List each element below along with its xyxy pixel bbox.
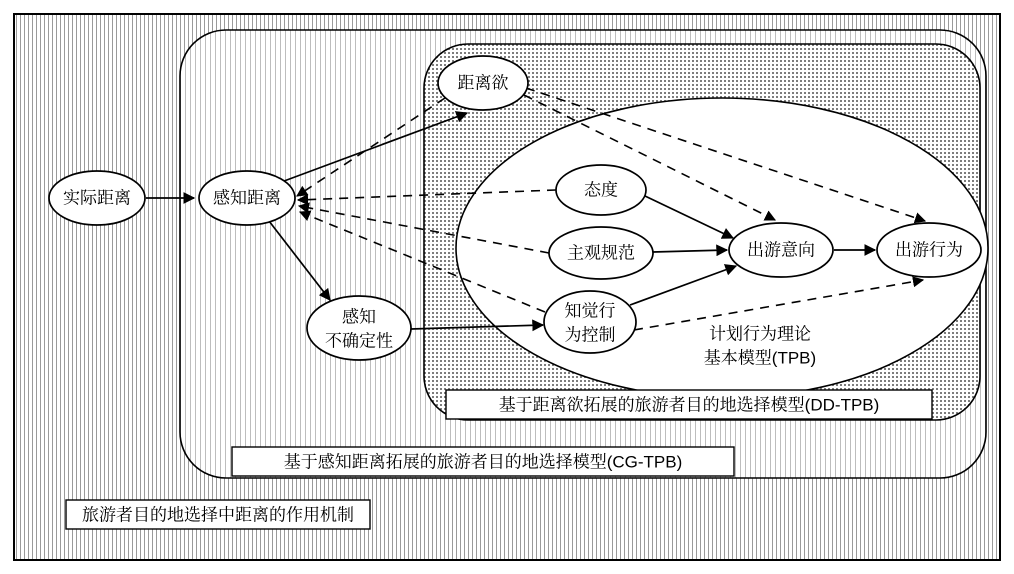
node-distance-desire-label: 距离欲 [457,73,509,93]
node-subjective-norm-label: 主观规范 [567,243,635,263]
node-perceived-uncertainty-label-line2: 不确定性 [325,331,393,351]
caption-tpb-line2: 基本模型(TPB) [703,348,817,368]
caption-cg-tpb: 基于感知距离拓展的旅游者目的地选择模型(CG-TPB) [283,452,683,472]
caption-tpb-line1: 计划行为理论 [709,324,811,344]
caption-dd-tpb: 基于距离欲拓展的旅游者目的地选择模型(DD-TPB) [498,395,880,415]
node-perceived-control-label-line2: 为控制 [564,325,616,345]
node-perceived-distance-label: 感知距离 [213,188,281,208]
node-perceived-uncertainty-label-line1: 感知 [342,307,376,327]
node-travel-intention-label: 出游意向 [747,240,815,260]
caption-outer: 旅游者目的地选择中距离的作用机制 [82,505,354,525]
node-perceived-control-label-line1: 知觉行 [564,301,616,321]
node-actual-distance-label: 实际距离 [63,188,131,208]
node-travel-behavior-label: 出游行为 [895,240,963,260]
node-attitude-label: 态度 [584,180,618,200]
